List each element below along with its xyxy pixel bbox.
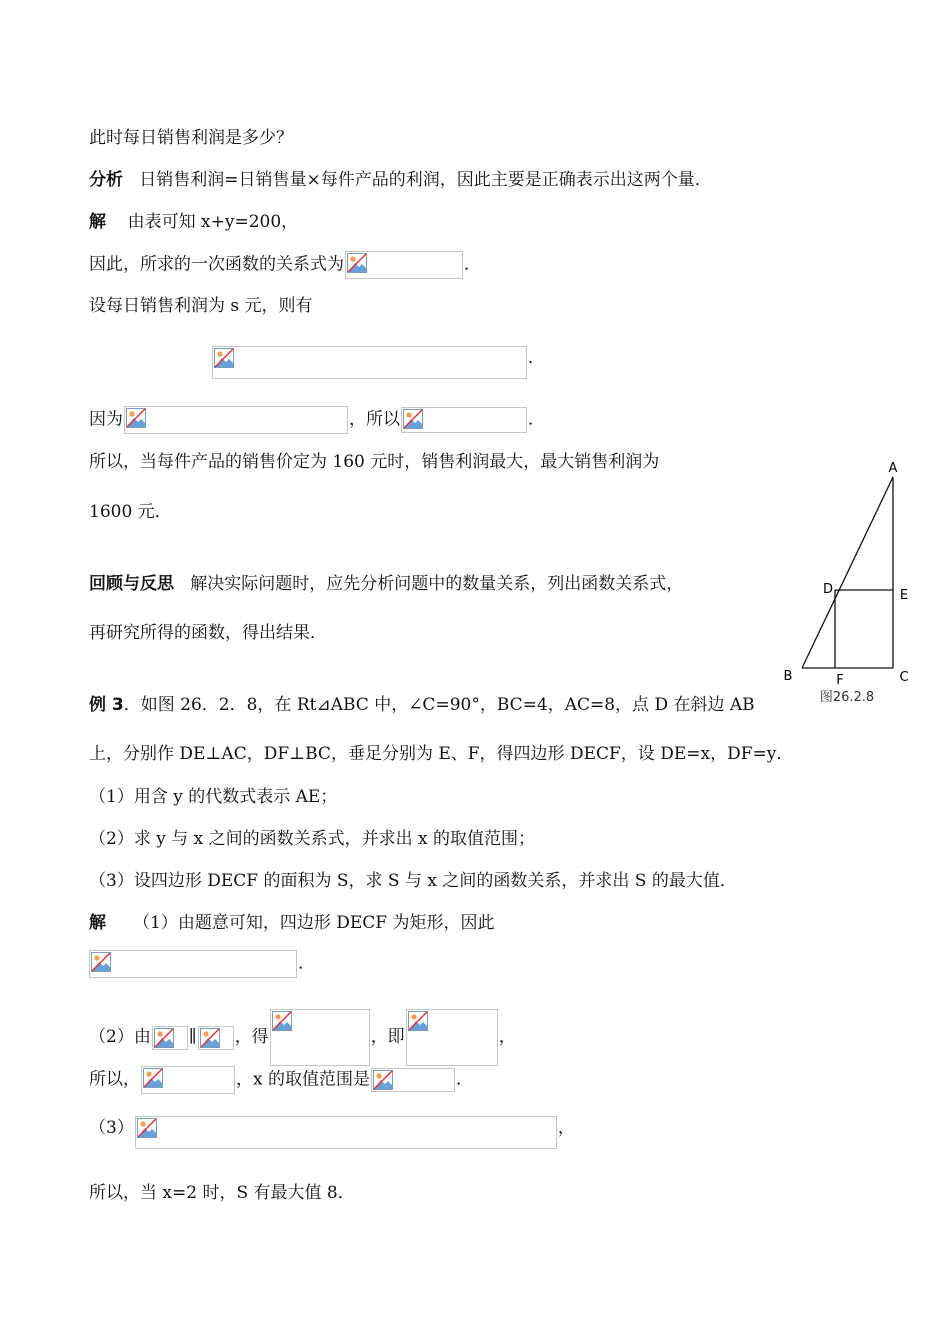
solution-line	[89, 911, 495, 935]
text-span: ．	[298, 953, 315, 974]
text-span: （1）用含 y 的代数式表示 AE；	[89, 787, 338, 807]
broken-image-icon	[403, 409, 423, 429]
text-span: ，得	[234, 1027, 269, 1047]
label-e: E	[899, 588, 909, 603]
formula-line	[211, 346, 545, 379]
formula-image-placeholder	[406, 1009, 498, 1066]
solution-line	[89, 210, 298, 234]
text-line	[89, 1116, 575, 1149]
broken-image-icon	[373, 1070, 393, 1090]
text-span: ，x 的取值范围是	[236, 1069, 370, 1090]
text-span: 1600 元．	[89, 502, 172, 522]
broken-image-icon	[154, 1028, 174, 1048]
formula-image-placeholder	[135, 1116, 557, 1149]
question-text: 此时每日销售利润是多少？	[89, 128, 293, 148]
text-span: 所以，当 x=2 时，S 有最大值 8．	[89, 1183, 355, 1203]
broken-image-icon	[347, 253, 367, 273]
text-span: 因为	[89, 409, 123, 430]
text-span: 设每日销售利润为 s 元，则有	[89, 296, 313, 316]
formula-image-placeholder	[198, 1026, 234, 1050]
text-line	[89, 251, 481, 279]
text-line	[89, 500, 172, 524]
label-f: F	[836, 673, 844, 688]
text-span: （3）	[89, 1118, 134, 1138]
review-text: 解决实际问题时，应先分析问题中的数量关系，列出函数关系式，	[190, 574, 684, 594]
text-span: ．	[464, 254, 481, 275]
text-line	[89, 1066, 473, 1094]
formula-image-placeholder	[270, 1009, 370, 1066]
text-span: ，即	[370, 1027, 405, 1047]
example-heading: 例 3	[89, 695, 124, 715]
text-line	[89, 742, 793, 766]
formula-image-placeholder	[124, 406, 348, 434]
sub-question-3	[89, 869, 737, 893]
text-line	[89, 1009, 516, 1066]
label-b: B	[783, 669, 793, 684]
text-line	[89, 126, 293, 150]
text-span: ∥	[188, 1027, 197, 1047]
text-span: ，所以	[349, 409, 400, 430]
text-span: （3）设四边形 DECF 的面积为 S，求 S 与 x 之间的函数关系，并求出 S 的最大值．	[89, 871, 737, 891]
text-span: ．	[528, 348, 545, 368]
text-line	[89, 621, 327, 645]
broken-image-icon	[143, 1068, 163, 1088]
broken-image-icon	[272, 1011, 292, 1031]
sub-question-1	[89, 785, 337, 809]
text-span: ．	[456, 1069, 473, 1090]
formula-line	[89, 950, 315, 978]
text-span: （2）由	[89, 1027, 151, 1047]
label-d: D	[822, 582, 834, 597]
figure-caption: 图26.2.8	[819, 690, 875, 705]
formula-image-placeholder	[401, 407, 527, 433]
text-line	[89, 1181, 355, 1205]
text-span: 所以，当每件产品的销售价定为 160 元时，销售利润最大，最大销售利润为	[89, 452, 660, 472]
formula-image-placeholder	[89, 950, 297, 978]
text-span: ，	[498, 1027, 516, 1047]
example-line	[89, 693, 755, 717]
side-ab	[802, 477, 893, 668]
formula-image-placeholder	[345, 251, 463, 279]
broken-image-icon	[91, 952, 111, 972]
formula-image-placeholder	[152, 1026, 188, 1050]
text-span: 上，分别作 DE⊥AC，DF⊥BC，垂足分别为 E、F，得四边形 DECF，设 DE=x，DF=y．	[89, 744, 794, 764]
example-text: ．如图 26．2．8，在 Rt⊿ABC 中，∠C=90°，BC=4，AC=8，点 D 在斜边 AB	[123, 695, 755, 715]
solution-heading: 解	[89, 212, 106, 232]
text-span: 因此，所求的一次函数的关系式为	[89, 254, 344, 275]
analysis-text: 日销售利润=日销售量×每件产品的利润，因此主要是正确表示出这两个量．	[139, 170, 712, 190]
text-line	[89, 294, 313, 318]
solution-text: （1）由题意可知，四边形 DECF 为矩形，因此	[133, 913, 495, 933]
review-heading: 回顾与反思	[89, 574, 174, 594]
broken-image-icon	[408, 1011, 428, 1031]
formula-image-placeholder	[212, 346, 527, 379]
label-c: C	[899, 670, 909, 685]
review-line	[89, 572, 683, 596]
text-span: 再研究所得的函数，得出结果．	[89, 623, 327, 643]
formula-image-placeholder	[141, 1066, 235, 1094]
text-line	[89, 450, 659, 474]
solution-text: 由表可知 x+y=200，	[127, 212, 299, 232]
triangle-figure	[780, 455, 930, 705]
broken-image-icon	[214, 348, 234, 368]
broken-image-icon	[200, 1028, 220, 1048]
text-span: ，	[557, 1118, 575, 1138]
sub-question-2	[89, 827, 535, 851]
label-a: A	[888, 461, 898, 476]
broken-image-icon	[126, 408, 146, 428]
text-line	[89, 406, 545, 434]
text-span: （2）求 y 与 x 之间的函数关系式，并求出 x 的取值范围；	[89, 829, 536, 849]
solution-heading: 解	[89, 913, 106, 933]
formula-image-placeholder	[371, 1068, 455, 1092]
text-span: ．	[528, 409, 545, 430]
text-span: 所以，	[89, 1069, 140, 1090]
broken-image-icon	[137, 1118, 157, 1138]
analysis-line	[89, 168, 712, 192]
analysis-heading: 分析	[89, 170, 123, 190]
